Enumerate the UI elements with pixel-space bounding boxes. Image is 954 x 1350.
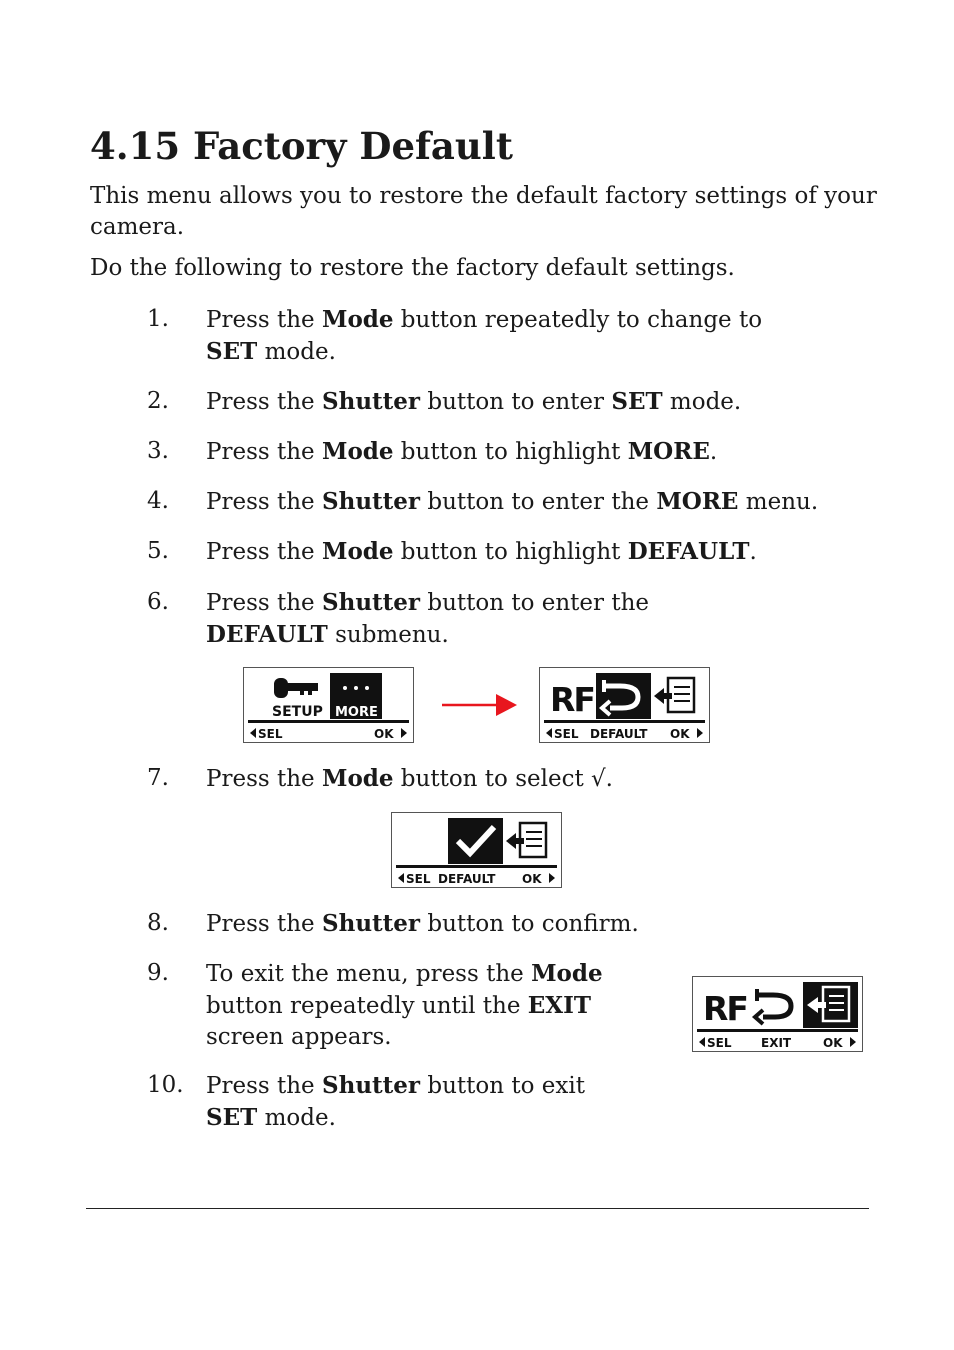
ok-label: OK	[823, 1036, 843, 1050]
exit-label: EXIT	[761, 1036, 792, 1050]
lcd-exit-screen	[692, 976, 863, 1052]
more-label: MORE	[335, 705, 378, 720]
exit-icon	[654, 678, 694, 712]
footer-divider	[86, 1208, 869, 1209]
intro-paragraph: This menu allows you to restore the default factory settings of your camera.	[90, 183, 877, 240]
rf-label: RF	[550, 680, 594, 719]
key-icon	[274, 678, 318, 698]
sel-label: SEL	[406, 872, 431, 886]
default-label: DEFAULT	[590, 727, 648, 741]
check-icon-highlighted	[448, 818, 503, 864]
page-title: 4.15 Factory Default	[90, 124, 513, 168]
ok-label: OK	[522, 872, 542, 886]
rf-label: RF	[703, 989, 747, 1028]
default-label: DEFAULT	[438, 872, 496, 886]
exit-icon	[506, 823, 546, 857]
sel-label: SEL	[707, 1036, 732, 1050]
sel-label: SEL	[554, 727, 579, 741]
lcd-default-screen	[539, 667, 710, 743]
default-icon	[755, 989, 791, 1024]
setup-label: SETUP	[272, 704, 323, 720]
arrow-right-icon	[442, 692, 518, 718]
ok-label: OK	[374, 727, 394, 741]
sel-label: SEL	[258, 727, 283, 741]
lcd-setup-more-screen	[243, 667, 414, 743]
instruction-paragraph: Do the following to restore the factory default settings.	[90, 255, 735, 281]
ok-label: OK	[670, 727, 690, 741]
lcd-check-screen	[391, 812, 562, 888]
